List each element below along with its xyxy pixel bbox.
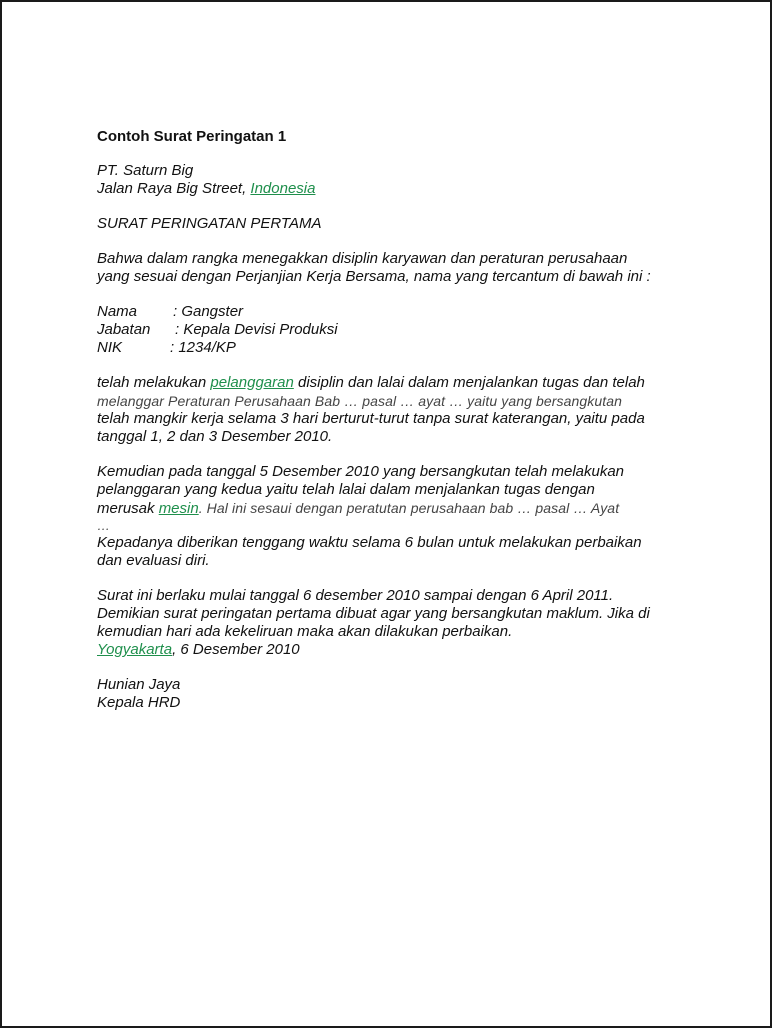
violation1-text: disiplin dan lalai dalam menjalankan tugas dan telah: [293, 374, 645, 391]
employee-position-label: Jabatan: [97, 321, 151, 338]
employee-position-row: [97, 321, 697, 339]
violation1-line: tanggal 1, 2 dan 3 Desember 2010.: [97, 428, 333, 445]
closing-line: Demikian surat peringatan pertama dibuat agar yang bersangkutan maklum. Jika di: [97, 605, 650, 622]
letter-heading: SURAT PERINGATAN PERTAMA: [97, 215, 322, 232]
violation2-text: . Hal ini sesaui dengan peratutan perusahaan bab … pasal … Ayat: [198, 500, 620, 516]
violation2-line: [97, 499, 697, 518]
employee-nik-label: NIK: [97, 339, 123, 356]
place-date-line: [97, 641, 697, 659]
employee-details: [97, 303, 697, 357]
closing-paragraph: [97, 587, 697, 659]
intro-line: Bahwa dalam rangka menegakkan disiplin karyawan dan peraturan perusahaan: [97, 250, 628, 267]
place-link[interactable]: Yogyakarta: [97, 641, 173, 658]
signature-block: [97, 676, 697, 712]
violation2-line: pelanggaran yang kedua yaitu telah lalai dalam menjalankan tugas dengan: [97, 481, 595, 498]
violation1-text: telah melakukan: [97, 374, 211, 391]
mesin-link[interactable]: mesin: [158, 500, 199, 517]
company-header: [97, 162, 697, 198]
employee-position-value: : Kepala Devisi Produksi: [175, 321, 338, 338]
address-country-link[interactable]: Indonesia: [250, 180, 316, 197]
closing-line: kemudian hari ada kekeliruan maka akan dilakukan perbaikan.: [97, 623, 513, 640]
employee-nik-row: [97, 339, 697, 357]
violation2-line: …: [97, 518, 110, 533]
pelanggaran-link[interactable]: pelanggaran: [210, 374, 294, 391]
company-name: PT. Saturn Big: [97, 162, 194, 179]
violation1-line: [97, 374, 697, 392]
employee-name-row: [97, 303, 697, 321]
company-address: [97, 180, 697, 198]
closing-line: Surat ini berlaku mulai tanggal 6 desember 2010 sampai dengan 6 April 2011.: [97, 587, 614, 604]
violation1-line: telah mangkir kerja selama 3 hari berturut-turut tanpa surat katerangan, yaitu pada: [97, 410, 645, 427]
violation2-text: merusak: [97, 500, 159, 517]
violation2-line: Kemudian pada tanggal 5 Desember 2010 yang bersangkutan telah melakukan: [97, 463, 625, 480]
violation2-line: Kepadanya diberikan tenggang waktu selama 6 bulan untuk melakukan perbaikan: [97, 534, 642, 551]
letter-content: [97, 128, 697, 729]
signatory-role: Kepala HRD: [97, 694, 181, 711]
employee-name-label: Nama: [97, 303, 138, 320]
signatory-name: Hunian Jaya: [97, 676, 181, 693]
violation-paragraph-1: [97, 374, 697, 446]
violation-paragraph-2: [97, 463, 697, 570]
employee-name-value: : Gangster: [173, 303, 244, 320]
address-text: Jalan Raya Big Street,: [97, 180, 251, 197]
violation1-line: melanggar Peraturan Perusahaan Bab … pasal … ayat … yaitu yang bersangkutan: [97, 393, 623, 409]
document-title: Contoh Surat Peringatan 1: [97, 128, 287, 145]
intro-line: yang sesuai dengan Perjanjian Kerja Bersama, nama yang tercantum di bawah ini :: [97, 268, 651, 285]
employee-nik-value: : 1234/KP: [170, 339, 236, 356]
violation2-line: dan evaluasi diri.: [97, 552, 210, 569]
intro-paragraph: [97, 250, 697, 286]
date-text: , 6 Desember 2010: [172, 641, 300, 658]
